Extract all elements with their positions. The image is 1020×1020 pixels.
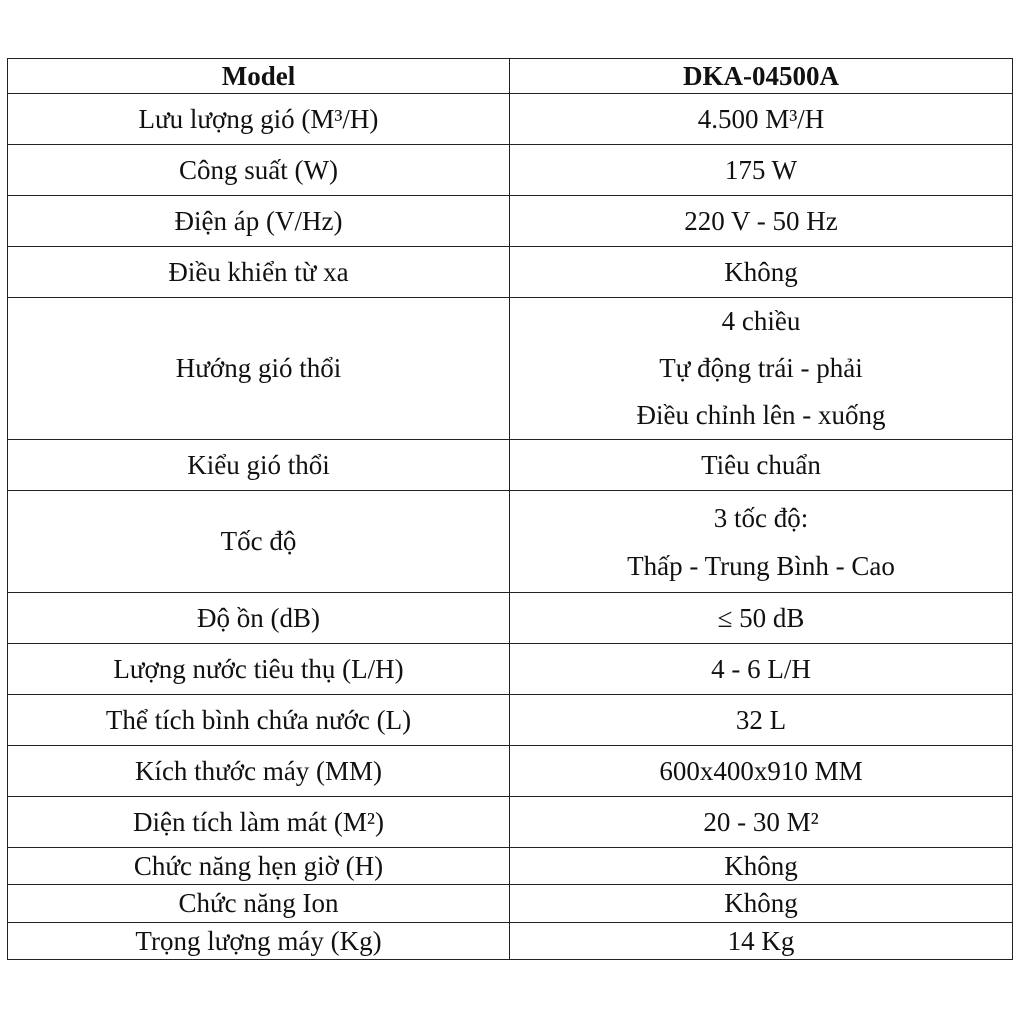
row-label: Độ ồn (dB) [8,593,510,644]
table-row [8,196,1013,247]
table-row [8,797,1013,848]
row-value: Tiêu chuẩn [510,440,1013,491]
row-value: 600x400x910 MM [510,746,1013,797]
row-value: 220 V - 50 Hz [510,196,1013,247]
value-line: 4 chiều [721,306,801,336]
row-label: Điều khiển từ xa [8,247,510,298]
table-row [8,491,1013,593]
row-value: Không [510,885,1013,923]
table-row [8,145,1013,196]
row-label: Kích thước máy (MM) [8,746,510,797]
spec-table [7,58,1013,960]
table-row [8,94,1013,145]
row-value: 4.500 M³/H [510,94,1013,145]
row-value: 14 Kg [510,923,1013,960]
table-row [8,593,1013,644]
table-row [8,247,1013,298]
table-row [8,695,1013,746]
row-value: ≤ 50 dB [510,593,1013,644]
row-value: Không [510,247,1013,298]
row-value: 32 L [510,695,1013,746]
row-label: Công suất (W) [8,145,510,196]
row-value: 4 - 6 L/H [510,644,1013,695]
row-label: Lượng nước tiêu thụ (L/H) [8,644,510,695]
header-label: Model [8,59,510,94]
row-value: 175 W [510,145,1013,196]
row-label: Chức năng Ion [8,885,510,923]
row-value: 20 - 30 M² [510,797,1013,848]
row-label: Lưu lượng gió (M³/H) [8,94,510,145]
row-label: Kiểu gió thổi [8,440,510,491]
row-label: Thể tích bình chứa nước (L) [8,695,510,746]
table-row [8,885,1013,923]
row-value: Không [510,848,1013,885]
row-value [510,298,1013,440]
value-line: Điều chỉnh lên - xuống [636,400,886,430]
value-line: 3 tốc độ: [713,502,809,533]
table-row [8,644,1013,695]
row-label: Chức năng hẹn giờ (H) [8,848,510,885]
row-label: Trọng lượng máy (Kg) [8,923,510,960]
row-label: Điện áp (V/Hz) [8,196,510,247]
row-label: Hướng gió thổi [8,298,510,440]
value-line: Thấp - Trung Bình - Cao [627,550,895,581]
table-row [8,848,1013,885]
value-line: Tự động trái - phải [659,353,863,383]
row-value [510,491,1013,593]
header-row [8,59,1013,94]
table-row [8,746,1013,797]
row-label: Diện tích làm mát (M²) [8,797,510,848]
table-row [8,298,1013,440]
table-row [8,440,1013,491]
row-label: Tốc độ [8,491,510,593]
table-row [8,923,1013,960]
header-value: DKA-04500A [510,59,1013,94]
